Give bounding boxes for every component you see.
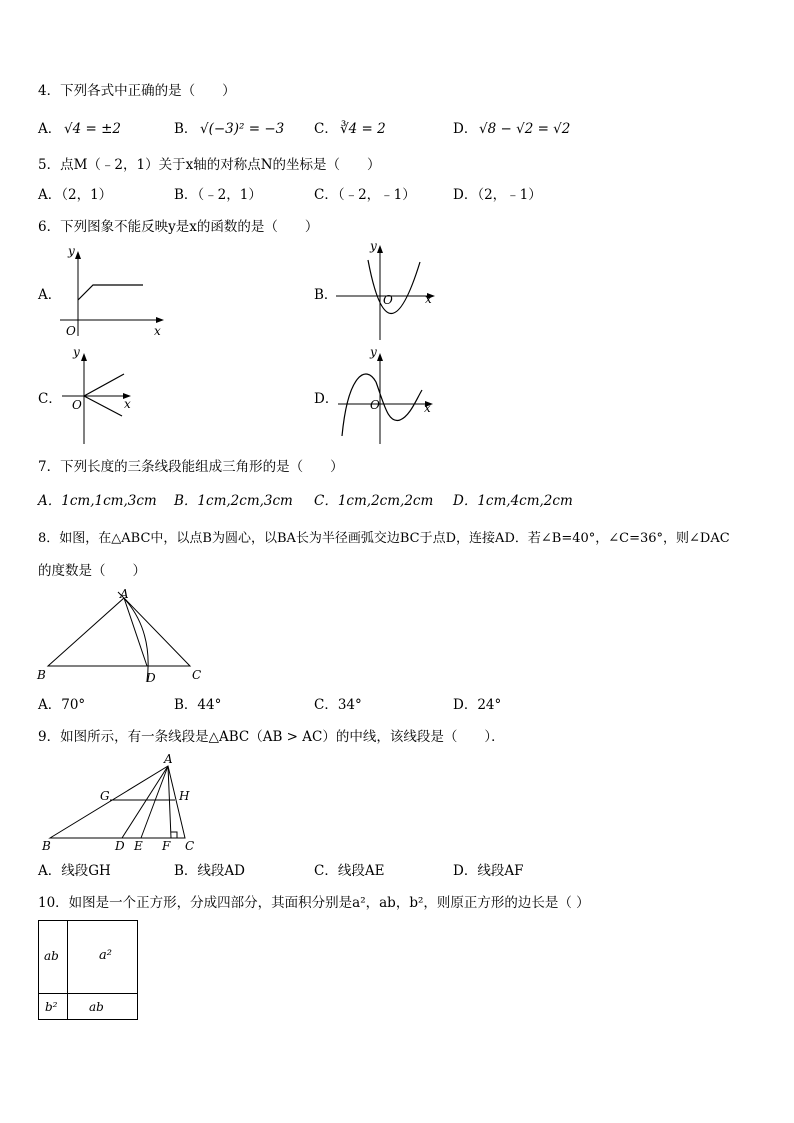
x-axis-arrow-icon <box>156 317 164 323</box>
q6-stem: 6．下列图象不能反映y是x的函数的是（ ） <box>38 219 319 235</box>
y-label: y <box>370 345 377 359</box>
function-curve <box>78 285 143 300</box>
upper-ray <box>84 374 124 396</box>
q6-graph-d <box>336 344 442 448</box>
x-label: x <box>424 401 431 415</box>
q4-option-b-expr: √(−3)² = −3 <box>200 121 285 137</box>
x-label: x <box>154 324 161 338</box>
y-label: y <box>68 244 75 258</box>
label-g: G <box>100 789 110 803</box>
q5-stem: 5．点M（﹣2，1）关于x轴的对称点N的坐标是（ ） <box>38 157 381 173</box>
q6-option-c: C． <box>38 391 62 407</box>
q5-option-c: C．（﹣2，﹣1） <box>314 187 416 203</box>
q7-stem: 7．下列长度的三条线段能组成三角形的是（ ） <box>38 459 344 475</box>
q6-graph-a <box>58 242 168 338</box>
y-axis-arrow-icon <box>81 353 87 361</box>
cell-bottom-right: ab <box>89 1000 104 1014</box>
label-d: D <box>115 839 125 853</box>
label-a: A <box>120 587 129 601</box>
origin-label: O <box>370 398 380 412</box>
vertical-divider <box>67 921 68 1019</box>
function-curve <box>368 260 420 314</box>
label-f: F <box>162 839 171 853</box>
q4-option-d-expr: √8 − √2 = √2 <box>479 121 571 137</box>
q6-option-a: A． <box>38 287 62 303</box>
q9-stem: 9．如图所示，有一条线段是△ABC（AB > AC）的中线，该线段是（ ）． <box>38 729 505 745</box>
origin-label: O <box>66 324 76 338</box>
q4-option-b-label: B． <box>174 121 198 137</box>
q9-option-d: D．线段AF <box>453 863 524 879</box>
q6-graph-b <box>334 240 444 344</box>
q6-graph-c <box>58 344 144 448</box>
lower-ray <box>84 396 122 416</box>
y-axis-arrow-icon <box>377 245 383 253</box>
q8-triangle-figure <box>34 586 214 686</box>
q8-option-c: C．34° <box>314 697 362 713</box>
arc <box>118 592 148 681</box>
q4-option-d-label: D． <box>453 121 478 137</box>
q8-stem-line1: 8．如图，在△ABC中，以点B为圆心，以BA长为半径画弧交边BC于点D，连接AD．若∠B=40°，∠C=36°，则∠DAC <box>38 531 730 546</box>
label-b: B <box>42 839 51 853</box>
q5-option-b: B．（﹣2，1） <box>174 187 262 203</box>
q10-square-figure <box>38 920 138 1020</box>
label-e: E <box>134 839 143 853</box>
q9-triangle-figure <box>38 750 208 856</box>
x-label: x <box>124 397 131 411</box>
q9-option-b: B．线段AD <box>174 863 245 879</box>
horizontal-divider <box>39 993 137 994</box>
label-c: C <box>192 668 202 682</box>
label-c: C <box>185 839 195 853</box>
q7-option-c: C．1cm,2cm,2cm <box>314 493 434 509</box>
q4-option-a-expr: √4 = ±2 <box>64 121 121 137</box>
q7-option-d: D．1cm,4cm,2cm <box>453 493 573 509</box>
q8-stem-line2: 的度数是（ ） <box>38 563 146 579</box>
y-label: y <box>73 345 80 359</box>
label-a: A <box>164 752 173 766</box>
q9-option-c: C．线段AE <box>314 863 385 879</box>
q6-option-d: D． <box>314 391 339 407</box>
q9-option-a: A．线段GH <box>38 863 111 879</box>
q7-option-a: A．1cm,1cm,3cm <box>38 493 157 509</box>
origin-label: O <box>72 398 82 412</box>
right-angle-mark <box>171 832 177 838</box>
cell-top-right: a² <box>99 948 112 963</box>
triangle-abc <box>48 598 190 666</box>
function-curve <box>342 374 422 436</box>
q5-option-a: A．（2，1） <box>38 187 113 203</box>
y-axis-arrow-icon <box>377 353 383 361</box>
x-label: x <box>425 292 432 306</box>
cell-top-left: ab <box>44 949 59 963</box>
q4-option-c-expr: ∛4 = 2 <box>340 121 386 137</box>
triangle-abc <box>50 766 185 838</box>
label-h: H <box>179 789 190 803</box>
q7-option-b: B．1cm,2cm,3cm <box>174 493 293 509</box>
cell-bottom-left: b² <box>45 1000 58 1014</box>
q5-option-d: D．（2，﹣1） <box>453 187 542 203</box>
q4-option-a-label: A． <box>38 121 62 137</box>
label-b: B <box>37 668 46 682</box>
q10-stem: 10．如图是一个正方形，分成四部分，其面积分别是a²，ab，b²，则原正方形的边长是（ ） <box>38 895 590 911</box>
q4-option-c-label: C． <box>314 121 338 137</box>
q8-option-b: B．44° <box>174 697 222 713</box>
label-d: D <box>146 671 156 685</box>
y-label: y <box>370 239 377 253</box>
y-axis-arrow-icon <box>75 251 81 259</box>
q4-stem: 4．下列各式中正确的是（ ） <box>38 83 236 99</box>
origin-label: O <box>383 293 393 307</box>
q8-option-d: D．24° <box>453 697 502 713</box>
q8-option-a: A．70° <box>38 697 86 713</box>
q6-option-b: B． <box>314 287 338 303</box>
